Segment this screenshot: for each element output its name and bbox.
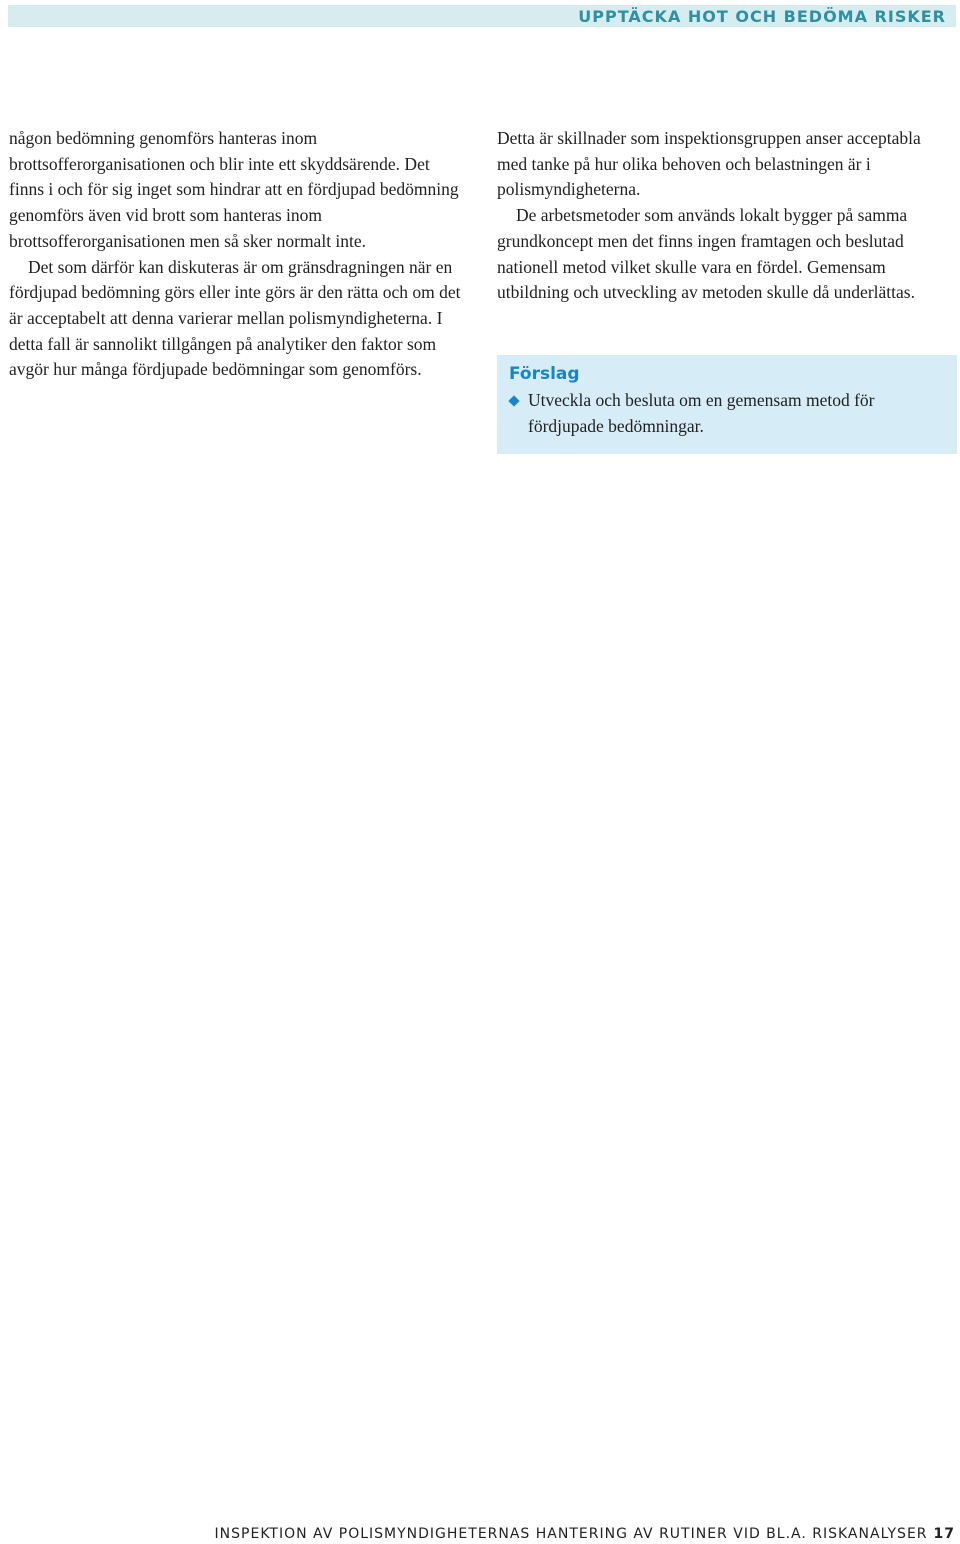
body-paragraph: Detta är skillnader som inspektionsgruppen anser acceptabla med tanke på hur olika behoven och belastningen är i polismyndigheterna.	[497, 128, 921, 200]
proposal-list-item	[509, 388, 945, 439]
left-column	[9, 126, 464, 383]
proposal-heading: Förslag	[509, 364, 580, 384]
running-footer	[215, 1526, 955, 1542]
proposal-box	[497, 355, 957, 454]
body-paragraph: Det som därför kan diskuteras är om gränsdragningen när en fördjupad bedömning görs eller inte görs är den rätta och om det är acceptabelt att denna varierar mellan polismyndigheterna. I detta fall är sannolikt tillgången på analytiker den faktor som avgör hur många fördjupade bedömningar som genomförs.	[9, 256, 461, 380]
publication-title: INSPEKTION AV POLISMYNDIGHETERNAS HANTERING AV RUTINER VID BL.A. RISKANALYSER	[214, 1526, 928, 1542]
section-title: UPPTÄCKA HOT OCH BEDÖMA RISKER	[578, 7, 946, 26]
diamond-bullet-icon	[508, 395, 519, 406]
right-column	[497, 126, 952, 306]
proposal-item-text: Utveckla och besluta om en gemensam metod för fördjupade bedömningar.	[528, 390, 875, 436]
running-header	[8, 5, 956, 27]
page-number: 17	[933, 1526, 955, 1542]
body-paragraph: någon bedömning genomförs hanteras inom brottsofferorganisationen och blir inte ett skyddsärende. Det finns i och för sig inget som hindrar att en fördjupad bedömning genomförs även vid brott som hanteras inom brottsofferorganisationen men så sker normalt inte.	[9, 128, 459, 251]
body-paragraph: De arbetsmetoder som används lokalt bygger på samma grundkoncept men det finns ingen framtagen och beslutad nationell metod vilket skulle vara en fördel. Gemensam utbildning och utveckling av metoden skulle då underlättas.	[497, 205, 915, 303]
